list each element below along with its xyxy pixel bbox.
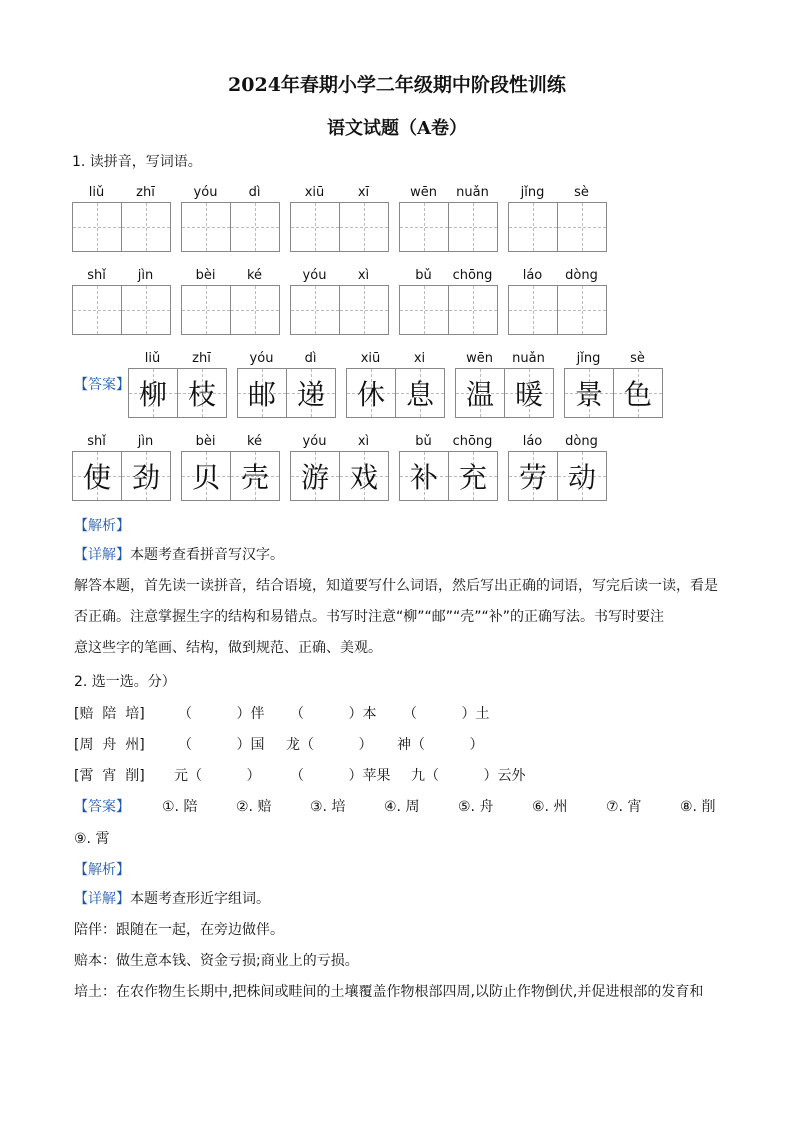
character-cell [449, 452, 497, 500]
character-cell [558, 452, 606, 500]
character [182, 203, 230, 251]
character: 递 [296, 378, 325, 411]
pinyin-label: dì [304, 351, 317, 366]
choice-group-2: [周 舟 州] [74, 737, 145, 753]
tian-grid [72, 285, 171, 335]
choice-group-1: [赔 陪 培] [74, 706, 145, 722]
pinyin-label: sè [574, 185, 589, 200]
character [231, 286, 279, 334]
detail-2 [74, 884, 270, 915]
character: 劲 [131, 461, 160, 494]
word-group [508, 184, 607, 252]
character-cell[interactable] [400, 203, 449, 251]
detail-label-2: 【详解】 [74, 891, 130, 907]
character-cell [509, 452, 558, 500]
character [73, 203, 121, 251]
character-cell [400, 452, 449, 500]
character: 游 [300, 461, 329, 494]
word-group [181, 267, 280, 335]
character [509, 203, 557, 251]
character-cell [565, 369, 614, 417]
character-cell [122, 452, 170, 500]
choice-blank: （ ）伴 [178, 706, 265, 722]
tian-grid [508, 451, 607, 501]
analysis-label-2: 【解析】 [74, 862, 130, 878]
word-group [346, 350, 445, 418]
tian-grid [181, 202, 280, 252]
pinyin-label: xi [413, 351, 426, 366]
pinyin-label: yóu [193, 185, 218, 200]
pinyin-label: láo [522, 268, 543, 283]
word-group [290, 433, 389, 501]
page-subtitle: 语文试题（A卷） [327, 118, 467, 139]
character: 壳 [240, 461, 269, 494]
pinyin-label: wēn [466, 351, 493, 366]
character-cell[interactable] [509, 203, 558, 251]
word-group [128, 350, 227, 418]
word-group [508, 267, 607, 335]
character [449, 203, 497, 251]
word-group [181, 184, 280, 252]
character-cell[interactable] [558, 286, 606, 334]
character-cell[interactable] [509, 286, 558, 334]
character [400, 203, 448, 251]
answer-item: ⑥. 州 [532, 799, 568, 815]
character-cell [505, 369, 553, 417]
character: 色 [623, 378, 652, 411]
word-group [237, 350, 336, 418]
tian-grid [399, 285, 498, 335]
choice-blank: （ ）苹果 [290, 768, 391, 784]
word-group [290, 267, 389, 335]
pinyin-label: nuǎn [456, 185, 489, 200]
explanation-line-1: 解答本题，首先读一读拼音，结合语境，知道要写什么词语，然后写出正确的词语，写完后读一读，看是 [74, 578, 718, 594]
character-cell [231, 452, 279, 500]
choice-blank: 九（ ）云外 [411, 768, 526, 784]
pinyin-label: ké [246, 434, 263, 449]
word-group [455, 350, 554, 418]
pinyin-label: jìn [137, 268, 154, 283]
pinyin-label: dì [248, 185, 261, 200]
character-cell[interactable] [182, 286, 231, 334]
detail-text-1: 本题考查看拼音写汉字。 [130, 547, 284, 563]
character: 劳 [518, 461, 547, 494]
pinyin-label: jǐng [520, 185, 545, 200]
pinyin-label: liǔ [144, 351, 161, 366]
character-cell[interactable] [73, 286, 122, 334]
character-cell[interactable] [291, 286, 340, 334]
character-cell[interactable] [449, 203, 497, 251]
question-2-prompt: 2. 选一选。分） [74, 674, 176, 690]
character-cell[interactable] [449, 286, 497, 334]
character: 动 [567, 461, 596, 494]
tian-grid [564, 368, 663, 418]
explanation-line-3: 意这些字的笔画、结构，做到规范、正确、美观。 [74, 640, 382, 656]
tian-grid [181, 451, 280, 501]
character: 暖 [514, 378, 543, 411]
character-cell[interactable] [291, 203, 340, 251]
character-cell [347, 369, 396, 417]
choice-blank: 元（ ） [174, 768, 261, 784]
character-cell[interactable] [340, 286, 388, 334]
pinyin-label: ké [246, 268, 263, 283]
character-cell[interactable] [122, 286, 170, 334]
pinyin-label: zhī [136, 185, 155, 200]
choice-group-3: [霄 宵 削] [74, 768, 145, 784]
tian-grid [128, 368, 227, 418]
character [73, 286, 121, 334]
word-group [72, 267, 171, 335]
answer-item: ①. 陪 [162, 799, 198, 815]
character [509, 286, 557, 334]
character [231, 203, 279, 251]
character-cell [396, 369, 444, 417]
tian-grid [290, 202, 389, 252]
pinyin-label: liǔ [88, 185, 105, 200]
choice-blank: 龙（ ） [286, 737, 373, 753]
character: 温 [465, 378, 494, 411]
definition-line: 陪伴：跟随在一起，在旁边做伴。 [74, 922, 284, 938]
word-group [399, 433, 498, 501]
tian-grid [72, 451, 171, 501]
answer-item: ⑨. 霄 [74, 831, 110, 847]
pinyin-label: jìn [137, 434, 154, 449]
tian-grid [346, 368, 445, 418]
character-cell[interactable] [182, 203, 231, 251]
character-cell [238, 369, 287, 417]
character-cell[interactable] [73, 203, 122, 251]
pinyin-label: zhī [192, 351, 211, 366]
answer-grid-row-2 [72, 433, 617, 501]
character [558, 203, 606, 251]
answer-item: ⑧. 削 [680, 799, 716, 815]
character [558, 286, 606, 334]
detail-label-1: 【详解】 [74, 547, 130, 563]
character [291, 203, 339, 251]
character-cell [291, 452, 340, 500]
detail-text-2: 本题考查形近字组词。 [130, 891, 270, 907]
tian-grid [508, 202, 607, 252]
pinyin-label: xì [357, 434, 370, 449]
pinyin-label: bèi [195, 434, 216, 449]
character-cell[interactable] [558, 203, 606, 251]
answer-label-2: 【答案】 [74, 799, 130, 815]
tian-grid [181, 285, 280, 335]
character: 息 [405, 378, 434, 411]
character-cell [182, 452, 231, 500]
definition-line: 培土：在农作物生长期中,把株间或畦间的土壤覆盖作物根部四周,以防止作物倒伏,并促进根部的发育和 [74, 984, 704, 1000]
analysis-label-1: 【解析】 [74, 518, 130, 534]
character: 贝 [191, 461, 220, 494]
pinyin-label: shǐ [87, 268, 106, 283]
character-cell [178, 369, 226, 417]
word-group [290, 184, 389, 252]
pinyin-label: xiū [360, 351, 381, 366]
pinyin-label: wēn [410, 185, 437, 200]
pinyin-label: xì [357, 268, 370, 283]
character [449, 286, 497, 334]
tian-grid [237, 368, 336, 418]
answer-item: ④. 周 [384, 799, 420, 815]
character-cell[interactable] [340, 203, 388, 251]
pinyin-label: sè [630, 351, 645, 366]
detail-1 [74, 540, 284, 571]
tian-grid [72, 202, 171, 252]
choice-blank: 神（ ） [397, 737, 484, 753]
pinyin-label: xiū [304, 185, 325, 200]
character-cell[interactable] [122, 203, 170, 251]
character: 休 [356, 378, 385, 411]
pinyin-label: láo [522, 434, 543, 449]
pinyin-label: jǐng [576, 351, 601, 366]
answer-item: ③. 培 [310, 799, 346, 815]
character-cell [456, 369, 505, 417]
explanation-line-2: 否正确。注意掌握生字的结构和易错点。书写时注意“柳”“邮”“壳”“补”的正确写法。书写时要注 [74, 609, 665, 625]
word-group [181, 433, 280, 501]
tian-grid [290, 451, 389, 501]
pinyin-label: dòng [565, 268, 598, 283]
answer-item: ②. 赔 [236, 799, 272, 815]
pinyin-grid-row-2 [72, 267, 617, 335]
choice-blank: （ ）本 [290, 706, 377, 722]
character: 补 [409, 461, 438, 494]
pinyin-label: shǐ [87, 434, 106, 449]
character-cell[interactable] [231, 286, 279, 334]
tian-grid [290, 285, 389, 335]
pinyin-label: yóu [249, 351, 274, 366]
character [340, 203, 388, 251]
pinyin-label: nuǎn [512, 351, 545, 366]
tian-grid [399, 202, 498, 252]
tian-grid [508, 285, 607, 335]
character-cell [73, 452, 122, 500]
character [291, 286, 339, 334]
character-cell [287, 369, 335, 417]
character: 枝 [187, 378, 216, 411]
choice-blank: （ ）国 [178, 737, 265, 753]
word-group [564, 350, 663, 418]
tian-grid [399, 451, 498, 501]
pinyin-label: chōng [452, 268, 493, 283]
answer-item: ⑤. 舟 [458, 799, 494, 815]
character: 景 [574, 378, 603, 411]
character-cell [614, 369, 662, 417]
character [182, 286, 230, 334]
answer-label-1: 【答案】 [74, 377, 130, 393]
choice-blank: （ ）土 [403, 706, 490, 722]
character [122, 203, 170, 251]
pinyin-label: yóu [302, 434, 327, 449]
character: 戏 [349, 461, 378, 494]
pinyin-label: yóu [302, 268, 327, 283]
pinyin-grid-row-1 [72, 184, 617, 252]
question-1-prompt: 1. 读拼音，写词语。 [72, 154, 202, 170]
pinyin-label: bǔ [415, 268, 432, 283]
character: 邮 [247, 378, 276, 411]
character [400, 286, 448, 334]
word-group [72, 184, 171, 252]
character [122, 286, 170, 334]
pinyin-label: bǔ [415, 434, 432, 449]
word-group [399, 184, 498, 252]
pinyin-label: xī [357, 185, 370, 200]
tian-grid [455, 368, 554, 418]
answer-grid-row-1 [128, 350, 673, 418]
character-cell[interactable] [400, 286, 449, 334]
character: 充 [458, 461, 487, 494]
pinyin-label: dòng [565, 434, 598, 449]
pinyin-label: bèi [195, 268, 216, 283]
character-cell[interactable] [231, 203, 279, 251]
character: 使 [82, 461, 111, 494]
page-title: 2024年春期小学二年级期中阶段性训练 [228, 74, 566, 96]
definition-line: 赔本：做生意本钱、资金亏损;商业上的亏损。 [74, 953, 359, 969]
word-group [508, 433, 607, 501]
character-cell [129, 369, 178, 417]
character: 柳 [138, 378, 167, 411]
word-group [72, 433, 171, 501]
character [340, 286, 388, 334]
answer-item: ⑦. 宵 [606, 799, 642, 815]
character-cell [340, 452, 388, 500]
word-group [399, 267, 498, 335]
pinyin-label: chōng [452, 434, 493, 449]
